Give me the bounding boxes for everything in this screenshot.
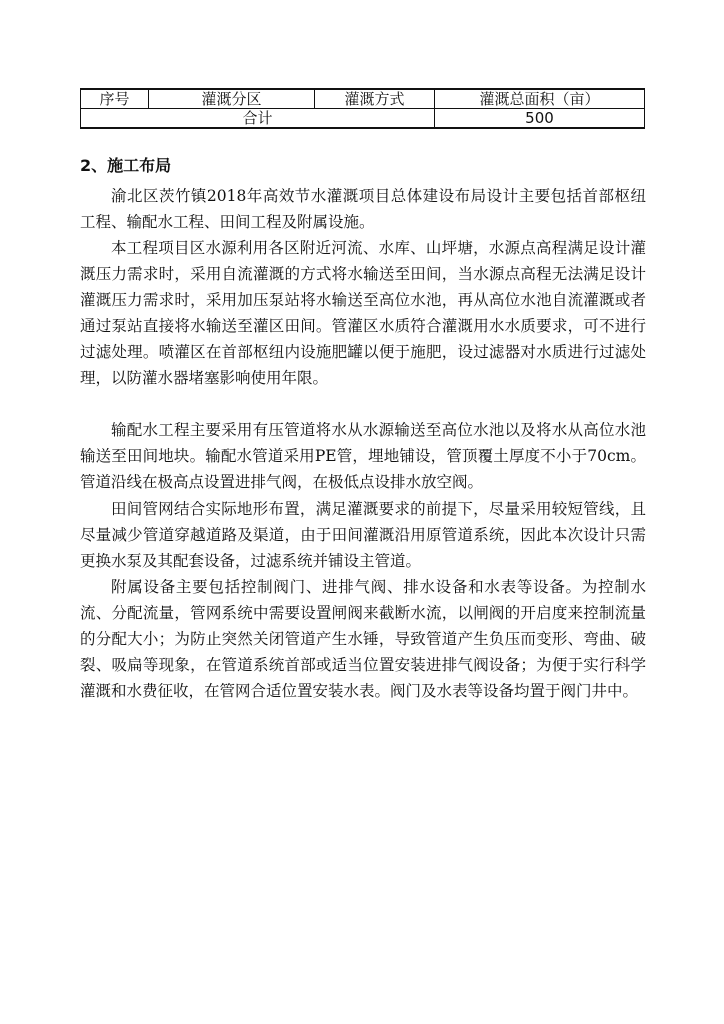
table-total-row xyxy=(81,109,645,129)
header-irrigation-zone: 灌溉分区 xyxy=(149,89,315,109)
header-irrigation-method: 灌溉方式 xyxy=(315,89,435,109)
paragraph-overview: 渝北区茨竹镇2018年高效节水灌溉项目总体建设布局设计主要包括首部枢纽工程、输配水工程、田间工程及附属设施。 xyxy=(80,187,646,231)
table-header-row xyxy=(81,89,645,109)
paragraph-field-network: 田间管网结合实际地形布置，满足灌溉要求的前提下，尽量采用较短管线，且尽量减少管道穿越道路及渠道，由于田间灌溉沿用原管道系统，因此本次设计只需更换水泵及其配套设备，过滤系统并铺设主管道。 xyxy=(80,500,646,570)
total-value: 500 xyxy=(435,109,645,129)
paragraph-ancillary-equipment: 附属设备主要包括控制阀门、进排气阀、排水设备和水表等设备。为控制水流、分配流量，管网系统中需要设置闸阀来截断水流，以闸阀的开启度来控制流量的分配大小；为防止突然关闭管道产生水锤，导致管道产生负压而变形、弯曲、破裂、吸扁等现象，在管道系统首部或适当位置安装进排气阀设备；为便于实行科学灌溉和水费征收，在管网合适位置安装水表。阀门及水表等设备均置于阀门井中。 xyxy=(80,578,646,700)
header-serial-number: 序号 xyxy=(81,89,149,109)
header-total-area: 灌溉总面积（亩） xyxy=(435,89,645,109)
total-label: 合计 xyxy=(81,109,435,129)
paragraph-water-source: 本工程项目区水源利用各区附近河流、水库、山坪塘，水源点高程满足设计灌溉压力需求时，采用自流灌溉的方式将水输送至田间，当水源点高程无法满足设计灌溉压力需求时，采用加压泵站将水输送至高位水池，再从高位水池自流灌溉或者通过泵站直接将水输送至灌区田间。管灌区水质符合灌溉用水水质要求，可不进行过滤处理。喷灌区在首部枢纽内设施肥罐以便于施肥，设过滤器对水质进行过滤处理，以防灌水器堵塞影响使用年限。 xyxy=(80,239,646,387)
section-heading: 2、施工布局 xyxy=(80,156,172,175)
irrigation-area-table xyxy=(80,88,645,129)
paragraph-water-conveyance: 输配水工程主要采用有压管道将水从水源输送至高位水池以及将水从高位水池输送至田间地块。输配水管道采用PE管，埋地铺设，管顶覆土厚度不小于70cm。管道沿线在极高点设置进排气阀，在极低点设排水放空阀。 xyxy=(80,421,646,491)
